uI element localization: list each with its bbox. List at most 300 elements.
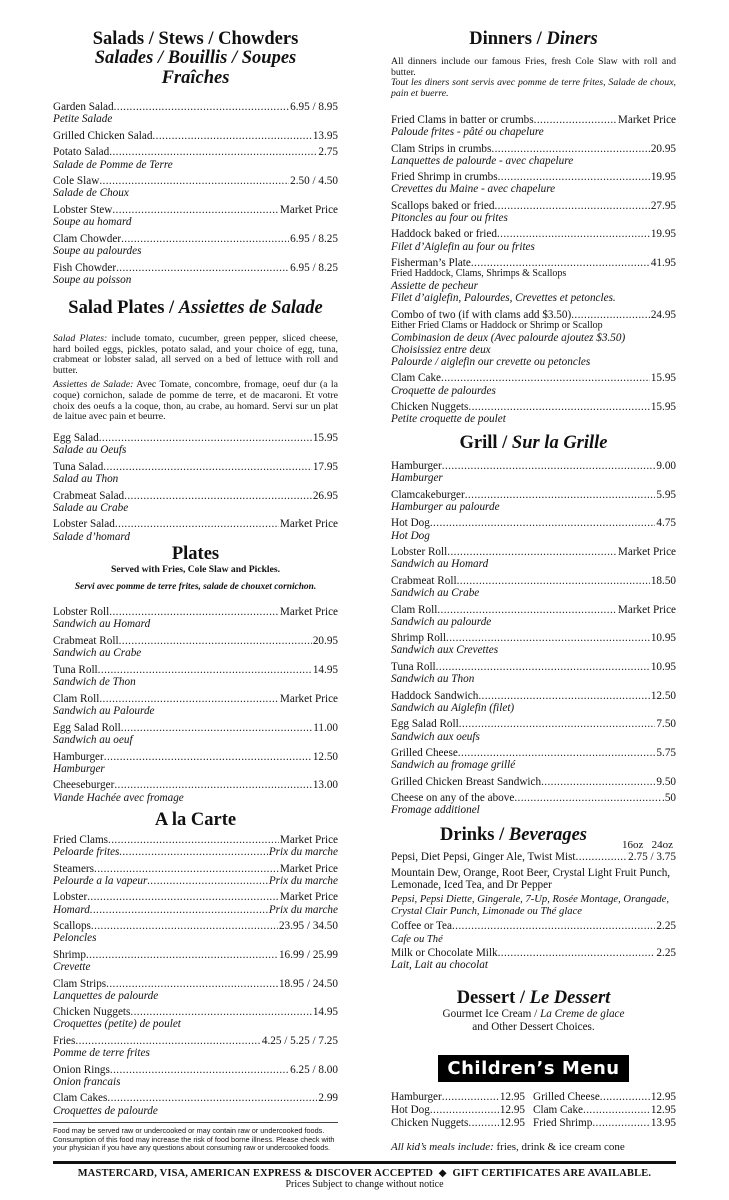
leader-dots [109,146,317,158]
item-line [53,1092,338,1104]
menu-item [391,372,676,396]
drink-item-price: 2.75 / 3.75 [628,851,676,864]
drink-item-price: 2.25 [656,920,676,933]
item-name: Hamburger [391,460,442,472]
a-la-carte-title: A la Carte [154,810,237,830]
item-name: Scallops baked or fried [391,199,495,212]
item-line [53,635,338,647]
item-sub-line [53,846,338,858]
cards-accepted: MASTERCARD, VISA, AMERICAN EXPRESS & DISCOVER ACCEPTED [77,1168,434,1179]
plates-subtitle: Served with Fries, Cole Slaw and Pickles. [111,564,280,576]
dessert-title-fr: Le Dessert [529,988,611,1008]
item-name: Grilled Chicken Salad [53,129,153,142]
drink-item-name: Milk or Chocolate Milk [391,946,498,959]
item-line [391,546,676,558]
item-translation: Croquettes de palourde [53,1104,158,1117]
item-line [391,143,676,155]
item-line [391,309,676,321]
item-line [53,1035,338,1047]
menu-item [53,175,338,199]
item-price: Market Price [617,546,676,559]
drink-item-price: 2.25 [656,946,676,959]
item-translation: Pomme de terre frites [53,1047,150,1060]
item-name: Fried Shrimp in crumbs [391,171,498,184]
dessert-title-en: Dessert / [456,988,530,1008]
leader-dots [458,747,656,759]
item-name: Fries [53,1034,76,1047]
item-line [53,664,338,676]
item-translation: Salade d’homard [53,530,130,543]
item-price: 20.95 [650,142,676,155]
dinners-title-en: Dinners / [469,29,547,49]
item-line [53,204,338,216]
menu-item [53,1035,338,1059]
menu-item [391,517,676,541]
item-price: Market Price [279,692,338,705]
salad-plates-section [48,299,343,318]
item-translation: Sandwich au fromage grillé [391,759,516,772]
item-line [391,489,676,501]
item-name: Fish Chowder [53,261,117,274]
dinners-section [391,30,676,49]
grill-section [391,434,676,453]
item-line [53,432,338,444]
item-line [53,779,338,791]
menu-item [391,575,676,599]
item-name: Haddock Sandwich [391,689,479,702]
item-price: 24.95 [650,308,676,321]
item-name: Homard [53,903,90,916]
item-line [53,101,338,113]
item-price: 12.95 [499,1117,525,1129]
leader-dots [459,718,656,730]
item-name: Grilled Cheese [391,747,458,760]
dinners-title [391,30,676,49]
kids-menu-item [533,1091,676,1104]
menu-item [391,228,676,252]
item-line [53,891,338,903]
item-translation: Sandwich aux oeufs [391,730,480,743]
item-name: Fried Clams [53,834,109,846]
dinners-list [391,114,676,430]
plates-section [53,545,338,593]
leader-dots [457,575,650,587]
leader-dots [571,309,650,321]
item-line [53,949,338,961]
item-line [391,200,676,212]
leader-dots [576,851,628,863]
leader-dots [91,920,278,932]
menu-item [391,401,676,425]
kids-meal-note-label: All kid’s meals include: [391,1141,494,1153]
item-price: 18.50 [650,574,676,587]
item-translation: Lanquettes de palourde [53,989,159,1002]
item-name: Chicken Nuggets [53,1006,131,1019]
item-price: 41.95 [650,256,676,269]
kids-menu-item [391,1117,525,1130]
item-name: Clam Cake [533,1104,584,1116]
item-price: Prix du marche [268,846,338,859]
dinners-title-fr: Diners [546,29,598,49]
menu-item [391,143,676,167]
item-translation: Sandwich de Thon [53,676,136,689]
item-name: Fried Shrimp [533,1117,593,1129]
item-name: Cheese on any of the above [391,792,515,805]
item-translation: Sandwich au Crabe [391,587,480,600]
item-name: Grilled Cheese [533,1091,600,1103]
item-line [53,1064,338,1076]
prices-subject-to-change: Prices Subject to change without notice [285,1179,444,1190]
item-name: Clam Roll [53,692,100,705]
item-price: 5.75 [656,747,676,760]
leader-dots [119,846,267,858]
item-price: Market Price [617,603,676,616]
item-name: Lobster [53,891,88,904]
assiettes-note-label: Assiettes de Salade: [53,379,134,391]
salad-plates-title-fr: Assiettes de Salade [178,298,323,318]
item-price: 19.95 [650,171,676,184]
item-sub-line [53,875,338,887]
item-price: 7.50 [656,718,676,731]
item-line [391,575,676,587]
item-name: Crabmeat Roll [53,634,119,647]
menu-item [53,920,338,944]
leader-dots [478,690,650,702]
leader-dots [99,693,279,705]
item-price: 23.95 / 34.50 [278,920,338,933]
menu-item [53,751,338,775]
item-translation: Salad au Thon [53,473,119,485]
item-translation: Salade de Pomme de Terre [53,158,173,171]
item-price: Market Price [279,606,338,618]
leader-dots [447,546,617,558]
item-name: Pelourde a la vapeur [53,874,148,887]
menu-item [53,233,338,257]
drinks-title-en: Drinks / [440,825,509,845]
item-line [53,262,338,274]
leader-dots [541,776,655,788]
item-price: 6.25 / 8.00 [290,1063,338,1076]
item-translation: Pitoncles au four ou frites [391,211,508,224]
item-name: Chicken Nuggets [391,1117,469,1129]
item-price: 2.75 [318,146,338,159]
item-line [53,834,338,846]
item-name: Fried Clams in batter or crumbs [391,114,534,126]
item-translation: Filet d’Aiglefin au four ou frites [391,240,535,253]
item-translation: Salade au Crabe [53,501,129,514]
item-price: Market Price [617,114,676,126]
item-line [53,233,338,245]
item-description: Fried Haddock, Clams, Shrimps & Scallops [391,268,567,280]
item-translation: Combinasion de deux (Avec palourde ajoutez $3.50) Choisissiez entre deux Palourde / aiglefin our crevette ou petoncles [391,331,626,368]
item-price: Prix du marche [268,874,338,887]
leader-dots [436,661,650,673]
item-price: 12.95 [650,1104,676,1116]
menu-item [53,722,338,746]
leader-dots [98,664,312,676]
drink-sizes [622,839,673,851]
dessert-line-1-fr: La Creme de glace [540,1008,625,1021]
leader-dots [108,834,279,846]
grill-list [391,460,676,821]
item-translation: Hamburger [391,472,443,485]
menu-item [391,604,676,628]
menu-item [391,661,676,685]
item-price: Market Price [279,518,338,531]
leader-dots [465,489,656,501]
item-line [53,751,338,763]
drink-item-milk [391,934,676,971]
menu-item [53,490,338,514]
kids-menu-item [533,1104,676,1117]
item-line [391,632,676,644]
item-line [391,747,676,759]
diamond-icon: ◆ [438,1168,447,1179]
item-name: Chicken Nuggets [391,400,469,413]
item-price: Market Price [279,834,338,846]
dessert-line-2: and Other Dessert Choices. [472,1021,595,1034]
menu-item [53,891,338,915]
item-price: 10.95 [650,660,676,673]
item-line [391,228,676,240]
leader-dots [90,904,268,916]
item-name: Cole Slaw [53,175,100,188]
item-line [53,920,338,932]
leader-dots [106,978,278,990]
leader-dots [75,1035,260,1047]
menu-item [53,204,338,228]
leader-dots [430,517,656,529]
salads-list [53,101,338,290]
item-price: 12.50 [650,689,676,702]
item-price: 12.95 [499,1091,525,1103]
item-line [391,1091,525,1104]
menu-item [391,114,676,138]
item-name: Garden Salad [53,101,114,113]
assiettes-note-text: Avec Tomate, concombre, fromage, oeuf dur (a la coque) cornichon, salade de pomme de terre, et de macaroni. Et votre choix des oeufs a la coque, thon, au crabe, au homard. Servi sur un plat de laitue avec pain et beurre. [53,379,338,423]
dinners-notes [391,57,676,99]
item-price: 15.95 [650,400,676,413]
item-name: Clam Chowder [53,232,122,245]
item-line [391,401,676,413]
plates-list [53,606,338,808]
item-line [391,690,676,702]
item-name: Clam Strips in crumbs [391,142,492,155]
dessert-line-1 [391,1008,676,1021]
menu-item [391,200,676,224]
drink-size-24oz: 24oz [651,839,673,851]
item-price: 6.95 / 8.25 [290,232,338,245]
menu-item [53,1092,338,1116]
menu-item [53,834,338,858]
menu-item [391,171,676,195]
item-price: 13.95 [650,1117,676,1129]
item-line [53,146,338,158]
item-translation: Sandwich au Crabe [53,647,142,660]
drinks-section [391,826,676,971]
item-name: Crabmeat Salad [53,489,125,502]
item-translation: Peloncles [53,932,97,945]
item-price: 17.95 [312,460,338,473]
leader-dots [468,1117,498,1130]
item-price: 20.95 [312,634,338,647]
leader-dots [114,779,312,791]
leader-dots [114,101,290,113]
item-name: Cheeseburger [53,779,115,792]
item-line [391,460,676,472]
payment-line [53,1167,676,1179]
leader-dots [104,751,312,763]
kids-menu-item [533,1117,676,1130]
item-line [53,175,338,187]
grill-title-en: Grill / [459,433,512,453]
menu-item [391,257,676,304]
leader-dots [115,518,279,530]
item-translation: Sandwich aux Crevettes [391,644,499,657]
item-translation: Sandwich au Homard [391,558,489,571]
item-line [533,1117,676,1130]
item-price: 12.50 [312,750,338,763]
a-la-carte-section [53,811,338,830]
leader-dots [130,1006,311,1018]
menu-item [53,1006,338,1030]
leader-dots [441,372,650,384]
menu-item [391,792,676,816]
item-translation: Sandwich au palourde [391,615,492,628]
kids-menu-item [391,1104,525,1117]
leader-dots [94,863,279,875]
item-price: 27.95 [650,199,676,212]
dinners-note: All dinners include our famous Fries, fresh Cole Slaw with roll and butter. [391,56,676,78]
item-line [391,1117,525,1130]
plates-title: Plates [171,544,220,564]
item-line [53,693,338,705]
drink-item-sub: Lait, Lait au chocolat [391,958,488,971]
item-name: Onion Rings [53,1063,110,1076]
item-line [53,978,338,990]
drink-item-pepsi [391,851,676,863]
item-line [391,661,676,673]
item-name: Scallops [53,920,91,933]
grill-title [391,434,676,453]
leader-dots [452,920,655,932]
item-name: Shrimp [53,948,86,961]
menu-item [53,432,338,456]
item-translation: Hot Dog [391,529,430,542]
item-price: 11.00 [313,721,338,734]
gift-certificates: GIFT CERTIFICATES ARE AVAILABLE. [452,1168,652,1179]
item-line [53,461,338,473]
leader-dots [86,949,278,961]
leader-dots [116,262,289,274]
item-translation: Lanquettes de palourde - avec chapelure [391,154,574,167]
item-name: Haddock baked or fried [391,228,497,241]
item-name: Clam Cakes [53,1092,108,1105]
item-name: Egg Salad [53,432,99,444]
item-name: Fisherman’s Plate [391,256,471,269]
grill-title-fr: Sur la Grille [511,433,608,453]
leader-dots [494,200,649,212]
item-line [53,130,338,142]
item-line [391,776,676,788]
raw-food-disclaimer: Food may be served raw or undercooked or may contain raw or undercooked foods. Consumption of this food may increase the risk of food borne illness. Please check with your physician if you have any questions about consuming raw or undercooked foods. [53,1122,338,1153]
item-price: 13.00 [312,779,338,792]
item-line [391,604,676,616]
item-translation: Salade de Choux [53,187,129,200]
leader-dots [534,114,617,126]
item-translation: Sandwich au oeuf [53,733,133,746]
item-translation: Soupe au poisson [53,273,132,286]
salad-plates-note-text: include tomato, cucumber, green pepper, sliced cheese, hard boiled eggs, pickles, potato salad, and your choice of egg, tuna, crabmeat or lobster salad, all served on a bed of lettuce with roll and butter. [53,333,338,376]
item-name: Lobster Roll [391,546,448,559]
item-price: 4.75 [656,517,676,530]
item-translation: Soupe au homard [53,216,132,229]
salads-title-fr-2: Fraîches [161,67,230,88]
item-line [53,518,338,530]
item-translation: Onion francais [53,1075,121,1088]
item-price: 9.50 [656,775,676,788]
item-price: 15.95 [650,372,676,385]
item-translation: Soupe au palourdes [53,244,142,257]
item-name: Tuna Roll [53,663,98,676]
menu-item [53,635,338,659]
menu-item [391,632,676,656]
leader-dots [442,460,656,472]
item-translation: Petite croquette de poulet [391,413,506,426]
drink-item-more: Mountain Dew, Orange, Root Beer, Crystal Light Fruit Punch, Lemonade, Iced Tea, and Dr Pepper [391,866,671,891]
menu-item [53,101,338,125]
salads-title: Salads / Stews / Chowders [92,29,299,49]
dessert-title [391,989,676,1008]
menu-item [53,606,338,630]
leader-dots [99,175,289,187]
menu-item [53,1064,338,1088]
item-price: 16.99 / 25.99 [278,948,338,961]
item-translation: Assiette de pecheur Filet d’aiglefin, Palourdes, Crevettes et petoncles. [391,279,616,305]
kids-meal-note [391,1141,676,1153]
item-translation: Paloude frites - pâté ou chapelure [391,126,544,139]
item-line [533,1091,676,1104]
item-name: Egg Salad Roll [391,718,459,731]
dinners-note-fr: Tout les diners sont servis avec pomme de terre frites, Salade de choux, pain et buerre. [391,77,676,99]
assiettes-note [53,380,338,422]
salad-plates-title-en: Salad Plates / [68,298,179,318]
leader-dots [87,891,279,903]
leader-dots [152,130,311,142]
item-translation: Fromage additionel [391,804,480,817]
item-price: 12.95 [499,1104,525,1116]
item-translation: Hamburger [53,762,105,775]
leader-dots [468,401,649,413]
item-translation: Sandwich au Palourde [53,704,155,717]
item-price: 2.99 [318,1092,338,1105]
item-name: Hot Dog [391,1104,430,1116]
item-price: 6.95 / 8.25 [290,261,338,274]
menu-item [53,518,338,542]
item-name: Potato Salad [53,146,110,159]
item-translation: Petite Salade [53,113,113,126]
item-translation: Croquettes (petite) de poulet [53,1018,181,1031]
item-price: 4.25 / 5.25 / 7.25 [261,1034,338,1047]
item-price: Prix du marche [268,903,338,916]
item-line [391,1104,525,1117]
drink-item-coffee [391,920,676,932]
menu-item [53,978,338,1002]
drink-item-name: Pepsi, Diet Pepsi, Ginger Ale, Twist Mist [391,851,576,864]
menu-item [53,779,338,803]
item-name: Crabmeat Roll [391,574,457,587]
item-name: Hamburger [53,750,104,763]
